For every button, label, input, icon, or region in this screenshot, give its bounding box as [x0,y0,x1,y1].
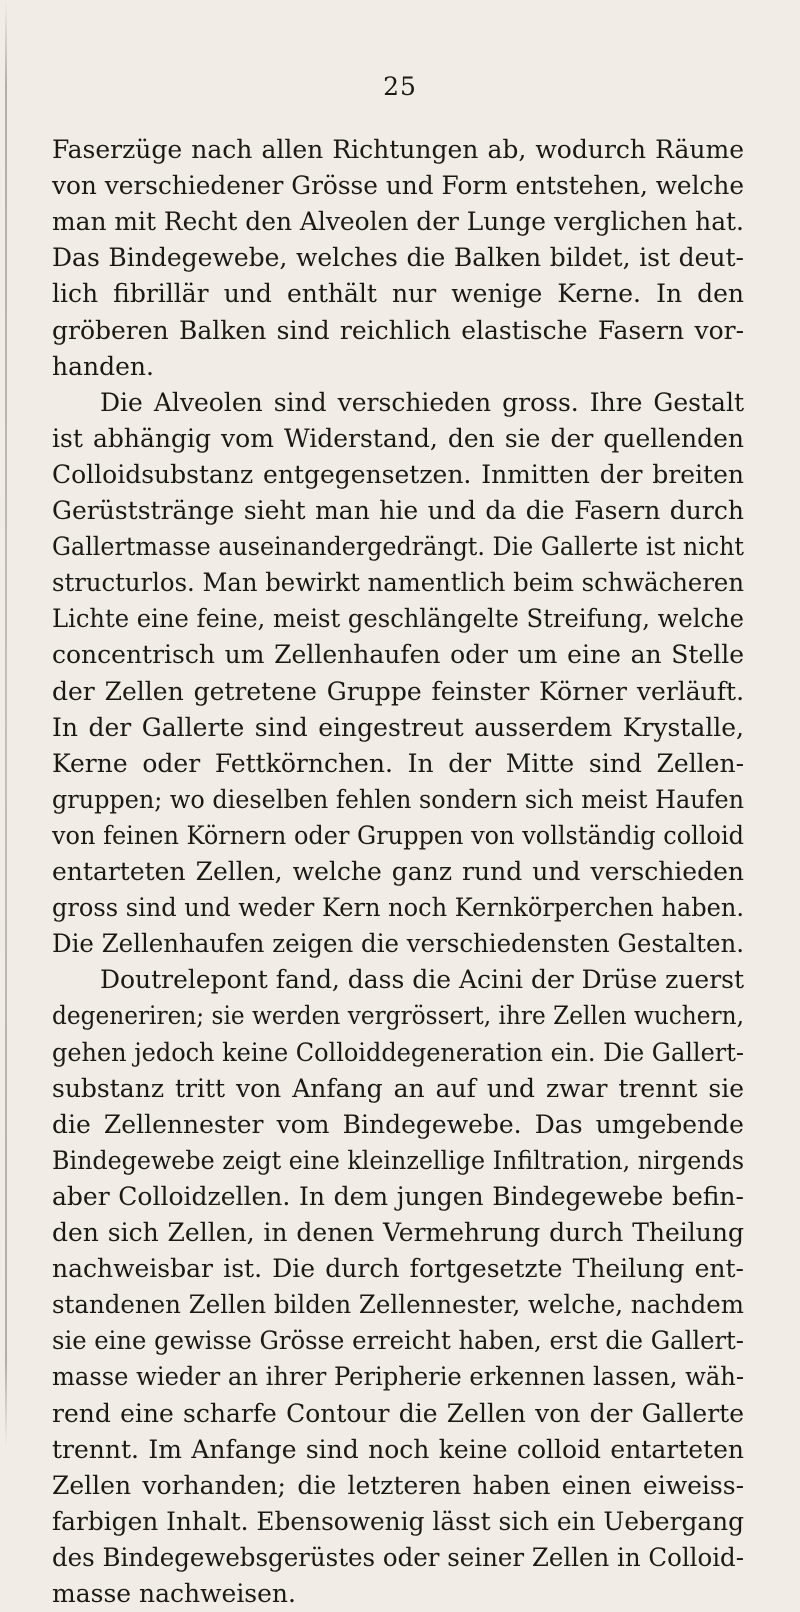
text-line [0,1143,800,1179]
text-line-content: Gallertmasse auseinandergedrängt. Die Gallerte ist nicht [52,532,744,562]
text-line-content: den sich Zellen, in denen Vermehrung durch Theilung [52,1218,744,1247]
text-line-content: sie eine gewisse Grösse erreicht haben, erst die Gallert- [52,1326,745,1356]
text-line [0,240,800,276]
text-line [0,385,800,421]
text-line-content: Zellen vorhanden; die letzteren haben einen eiweiss- [52,1470,745,1500]
text-line-content: masse wieder an ihrer Peripherie erkennen lassen, wäh- [52,1362,745,1392]
text-line [0,132,800,168]
text-line-content: entarteten Zellen, welche ganz rund und verschieden [52,857,744,886]
text-line-content: standenen Zellen bilden Zellennester, welche, nachdem [52,1290,745,1320]
text-line-content: Die Zellenhaufen zeigen die verschiedensten Gestalten. [52,929,745,959]
text-line-content: nachweisbar ist. Die durch fortgesetzte Theilung ent- [52,1254,744,1284]
text-line [0,1468,800,1504]
text-line [0,457,800,493]
text-line [0,710,800,746]
text-line [0,1251,800,1287]
text-line-content: aber Colloidzellen. In dem jungen Bindegewebe befin- [52,1181,744,1211]
text-line [0,1179,800,1215]
text-line-content: masse nachweisen. [52,1579,296,1608]
text-line-content: gross sind und weder Kern noch Kernkörperchen haben. [52,893,744,923]
text-line [0,421,800,457]
text-line [0,746,800,782]
text-line-content: von verschiedener Grösse und Form entstehen, welche [52,171,745,201]
text-line-content: trennt. Im Anfange sind noch keine colloid entarteten [52,1434,744,1464]
text-line-content: lich fibrillär und enthält nur wenige Kerne. In den [52,279,745,309]
text-line-content: Gerüststränge sieht man hie und da die Fasern durch [52,496,744,525]
text-line-content: concentrisch um Zellenhaufen oder um eine an Stelle [52,640,745,670]
text-line-content: gehen jedoch keine Colloiddegeneration ein. Die Gallert- [52,1037,744,1067]
text-line-content: man mit Recht den Alveolen der Lunge verglichen hat. [52,207,744,237]
text-line-content: farbigen Inhalt. Ebensowenig lässt sich ein Uebergang [52,1506,745,1536]
text-line [0,1540,800,1576]
text-line [0,1432,800,1468]
text-line-content: von feinen Körnern oder Gruppen von vollständig colloid [52,820,744,850]
text-line-content: der Zellen getretene Gruppe feinster Körner verläuft. [52,676,745,706]
text-line [0,565,800,601]
text-line [0,854,800,890]
text-line-content: Das Bindegewebe, welches die Balken bildet, ist deut- [52,243,744,273]
text-line-content: des Bindegewebsgerüstes oder seiner Zellen in Colloid- [52,1542,744,1572]
text-line [0,529,800,565]
page-number: 25 [383,72,417,101]
text-line [0,890,800,926]
text-line-content: die Zellennester vom Bindegewebe. Das umgebende [52,1109,744,1139]
text-line [0,1215,800,1251]
text-line [0,674,800,710]
text-line [0,276,800,312]
text-line [0,818,800,854]
text-line-content: Faserzüge nach allen Richtungen ab, wodurch Räume [52,135,744,164]
text-line-content: Die Alveolen sind verschieden gross. Ihre Gestalt [100,387,745,417]
text-line [0,962,800,998]
text-line [0,1035,800,1071]
text-line [0,637,800,673]
text-line [0,601,800,637]
text-line [0,493,800,529]
text-line-content: degeneriren; sie werden vergrössert, ihre Zellen wuchern, [52,1001,744,1031]
text-line-content: handen. [52,351,154,381]
text-line-content: substanz tritt von Anfang an auf und zwar trennt sie [52,1073,745,1103]
text-line [0,204,800,240]
text-line-content: In der Gallerte sind eingestreut ausserdem Krystalle, [52,712,744,742]
text-line-content: ist abhängig vom Widerstand, den sie der quellenden [52,423,745,453]
text-line-content: rend eine scharfe Contour die Zellen von der Gallerte [52,1398,745,1428]
text-line-content: structurlos. Man bewirkt namentlich beim schwächeren [52,568,744,598]
text-line [0,1359,800,1395]
text-line-content: Doutrelepont fand, dass die Acini der Drüse zuerst [100,965,744,995]
text-line-content: gröberen Balken sind reichlich elastische Fasern vor- [52,315,745,345]
text-line [0,926,800,962]
text-line [0,1504,800,1540]
text-line-content: gruppen; wo dieselben fehlen sondern sich meist Haufen [52,784,744,814]
text-line [0,998,800,1034]
text-line [0,1107,800,1143]
text-line-content: Colloidsubstanz entgegensetzen. Inmitten der breiten [52,459,744,489]
text-line [0,168,800,204]
text-line [0,349,800,385]
text-line [0,1396,800,1432]
text-line-content: Lichte eine feine, meist geschlängelte Streifung, welche [52,604,745,634]
text-line-content: Kerne oder Fettkörnchen. In der Mitte sind Zellen- [52,748,745,778]
text-line [0,1323,800,1359]
text-line [0,313,800,349]
text-line [0,782,800,818]
text-line [0,1287,800,1323]
text-line-content: Bindegewebe zeigt eine kleinzellige Infiltration, nirgends [52,1145,745,1175]
text-line [0,1071,800,1107]
text-line [0,1576,800,1612]
